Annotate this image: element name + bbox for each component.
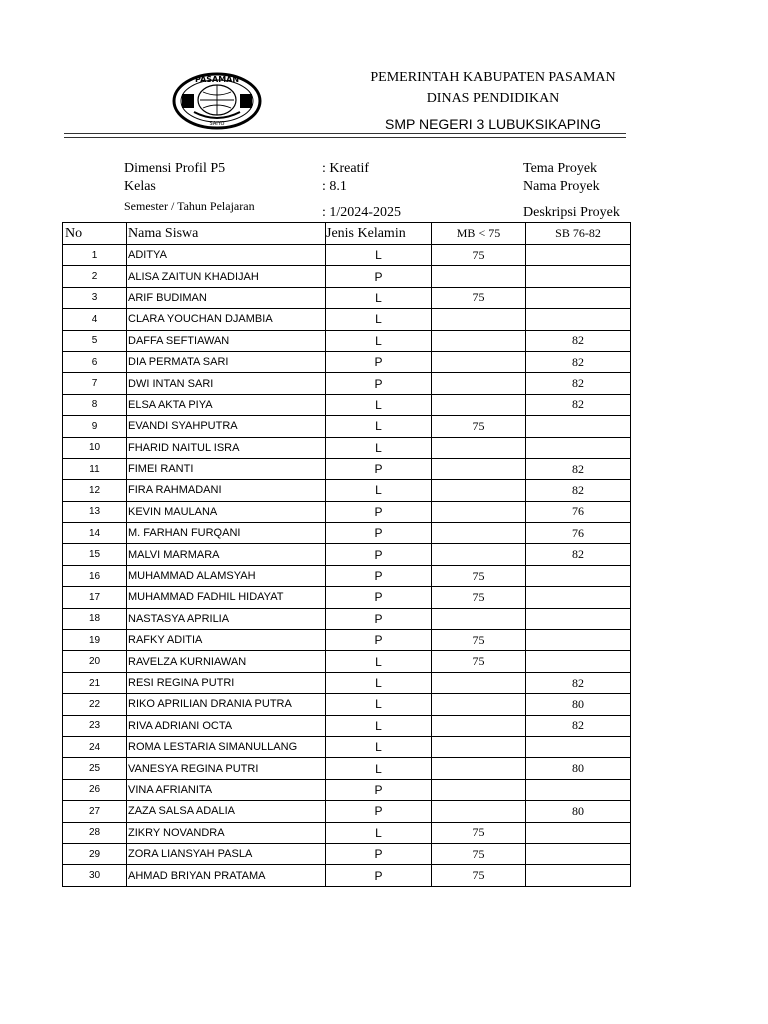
jenis-kelamin: P — [326, 565, 432, 586]
student-name: RIKO APRILIAN DRANIA PUTRA — [127, 694, 326, 715]
row-no: 23 — [63, 715, 127, 736]
sb-score — [526, 565, 631, 586]
table-row — [63, 715, 631, 736]
header-mb: MB < 75 — [432, 223, 526, 245]
table-row — [63, 865, 631, 886]
row-no: 5 — [63, 330, 127, 351]
mb-score — [432, 608, 526, 629]
row-no: 7 — [63, 373, 127, 394]
sb-score: 80 — [526, 758, 631, 779]
jenis-kelamin: P — [326, 523, 432, 544]
mb-score — [432, 544, 526, 565]
gov-line-2: DINAS PENDIDIKAN — [426, 91, 560, 106]
table-row — [63, 651, 631, 672]
mb-score — [432, 480, 526, 501]
jenis-kelamin: L — [326, 822, 432, 843]
sb-score — [526, 245, 631, 266]
row-no: 21 — [63, 672, 127, 693]
table-row — [63, 822, 631, 843]
student-name: MUHAMMAD ALAMSYAH — [127, 565, 326, 586]
jenis-kelamin: L — [326, 480, 432, 501]
row-no: 3 — [63, 287, 127, 308]
sb-score: 82 — [526, 480, 631, 501]
student-name: MUHAMMAD FADHIL HIDAYAT — [127, 587, 326, 608]
mb-score — [432, 373, 526, 394]
row-no: 9 — [63, 416, 127, 437]
mb-score: 75 — [432, 587, 526, 608]
sb-score: 82 — [526, 458, 631, 479]
mb-score — [432, 351, 526, 372]
table-row — [63, 544, 631, 565]
sb-score — [526, 651, 631, 672]
sb-score — [526, 416, 631, 437]
row-no: 24 — [63, 736, 127, 757]
student-name: DIA PERMATA SARI — [127, 351, 326, 372]
mb-score: 75 — [432, 651, 526, 672]
jenis-kelamin: L — [326, 672, 432, 693]
student-name: RAVELZA KURNIAWAN — [127, 651, 326, 672]
table-row — [63, 565, 631, 586]
row-no: 18 — [63, 608, 127, 629]
jenis-kelamin: L — [326, 416, 432, 437]
student-table — [62, 222, 631, 887]
table-row — [63, 501, 631, 522]
jenis-kelamin: P — [326, 266, 432, 287]
student-name: RIVA ADRIANI OCTA — [127, 715, 326, 736]
kelas-value: : 8.1 — [322, 179, 347, 194]
table-row — [63, 458, 631, 479]
sb-score: 76 — [526, 523, 631, 544]
jenis-kelamin: P — [326, 544, 432, 565]
semester-label: Semester / Tahun Pelajaran — [124, 199, 255, 213]
mb-score — [432, 694, 526, 715]
student-name: NASTASYA APRILIA — [127, 608, 326, 629]
sb-score — [526, 587, 631, 608]
sb-score: 80 — [526, 801, 631, 822]
row-no: 2 — [63, 266, 127, 287]
jenis-kelamin: L — [326, 694, 432, 715]
row-no: 22 — [63, 694, 127, 715]
row-no: 28 — [63, 822, 127, 843]
mb-score — [432, 458, 526, 479]
student-name: DAFFA SEFTIAWAN — [127, 330, 326, 351]
table-row — [63, 736, 631, 757]
row-no: 15 — [63, 544, 127, 565]
header-sb: SB 76-82 — [526, 223, 631, 245]
table-row — [63, 309, 631, 330]
jenis-kelamin: P — [326, 779, 432, 800]
mb-score — [432, 801, 526, 822]
sb-score — [526, 437, 631, 458]
jenis-kelamin: L — [326, 736, 432, 757]
dimensi-value: : Kreatif — [322, 161, 370, 176]
mb-score: 75 — [432, 565, 526, 586]
student-name: ADITYA — [127, 245, 326, 266]
table-row — [63, 801, 631, 822]
logo-text-top: PASAMAN — [194, 75, 240, 84]
row-no: 10 — [63, 437, 127, 458]
row-no: 6 — [63, 351, 127, 372]
dimensi-label: Dimensi Profil P5 — [124, 161, 226, 176]
student-name: CLARA YOUCHAN DJAMBIA — [127, 309, 326, 330]
school-name: SMP NEGERI 3 LUBUKSIKAPING — [384, 116, 602, 132]
tema-label: Tema Proyek — [523, 161, 598, 176]
row-no: 20 — [63, 651, 127, 672]
jenis-kelamin: L — [326, 245, 432, 266]
sb-score — [526, 843, 631, 864]
sb-score — [526, 287, 631, 308]
mb-score: 75 — [432, 245, 526, 266]
student-name: EVANDI SYAHPUTRA — [127, 416, 326, 437]
mb-score — [432, 523, 526, 544]
student-name: ARIF BUDIMAN — [127, 287, 326, 308]
student-name: RAFKY ADITIA — [127, 630, 326, 651]
row-no: 14 — [63, 523, 127, 544]
student-name: AHMAD BRIYAN PRATAMA — [127, 865, 326, 886]
student-name: ELSA AKTA PIYA — [127, 394, 326, 415]
table-row — [63, 587, 631, 608]
mb-score — [432, 736, 526, 757]
row-no: 25 — [63, 758, 127, 779]
mb-score: 75 — [432, 843, 526, 864]
sb-score — [526, 736, 631, 757]
mb-score — [432, 779, 526, 800]
student-name: VANESYA REGINA PUTRI — [127, 758, 326, 779]
sb-score: 82 — [526, 715, 631, 736]
student-name: RESI REGINA PUTRI — [127, 672, 326, 693]
semester-value: : 1/2024-2025 — [322, 205, 401, 220]
sb-score — [526, 865, 631, 886]
row-no: 16 — [63, 565, 127, 586]
row-no: 4 — [63, 309, 127, 330]
jenis-kelamin: P — [326, 351, 432, 372]
table-row — [63, 672, 631, 693]
sb-score — [526, 309, 631, 330]
header-no: No — [63, 223, 127, 245]
jenis-kelamin: P — [326, 587, 432, 608]
sb-score: 82 — [526, 544, 631, 565]
student-name: MALVI MARMARA — [127, 544, 326, 565]
mb-score: 75 — [432, 416, 526, 437]
mb-score: 75 — [432, 865, 526, 886]
jenis-kelamin: P — [326, 458, 432, 479]
mb-score — [432, 309, 526, 330]
student-name: FIMEI RANTI — [127, 458, 326, 479]
table-row — [63, 608, 631, 629]
nama-proyek-label: Nama Proyek — [523, 179, 600, 194]
jenis-kelamin: L — [326, 287, 432, 308]
sb-score — [526, 266, 631, 287]
header-divider — [64, 133, 626, 134]
jenis-kelamin: L — [326, 437, 432, 458]
mb-score — [432, 501, 526, 522]
header-jenis-kelamin: Jenis Kelamin — [326, 223, 432, 245]
jenis-kelamin: L — [326, 394, 432, 415]
row-no: 12 — [63, 480, 127, 501]
sb-score — [526, 630, 631, 651]
mb-score — [432, 437, 526, 458]
mb-score: 75 — [432, 287, 526, 308]
table-row — [63, 480, 631, 501]
sb-score: 82 — [526, 351, 631, 372]
student-name: FHARID NAITUL ISRA — [127, 437, 326, 458]
mb-score: 75 — [432, 822, 526, 843]
table-row — [63, 373, 631, 394]
sb-score: 80 — [526, 694, 631, 715]
sb-score: 82 — [526, 672, 631, 693]
jenis-kelamin: P — [326, 865, 432, 886]
jenis-kelamin: P — [326, 608, 432, 629]
pasaman-emblem-icon — [172, 70, 262, 130]
table-row — [63, 351, 631, 372]
table-row — [63, 330, 631, 351]
table-row — [63, 758, 631, 779]
mb-score — [432, 266, 526, 287]
student-name: M. FARHAN FURQANI — [127, 523, 326, 544]
gov-line-1: PEMERINTAH KABUPATEN PASAMAN — [370, 70, 616, 85]
mb-score — [432, 672, 526, 693]
sb-score — [526, 822, 631, 843]
jenis-kelamin: L — [326, 758, 432, 779]
row-no: 27 — [63, 801, 127, 822]
deskripsi-label: Deskripsi Proyek — [523, 205, 620, 220]
table-row — [63, 779, 631, 800]
mb-score — [432, 715, 526, 736]
student-name: ZORA LIANSYAH PASLA — [127, 843, 326, 864]
student-name: VINA AFRIANITA — [127, 779, 326, 800]
mb-score — [432, 758, 526, 779]
row-no: 19 — [63, 630, 127, 651]
mb-score — [432, 330, 526, 351]
mb-score — [432, 394, 526, 415]
mb-score: 75 — [432, 630, 526, 651]
sb-score: 82 — [526, 373, 631, 394]
student-name: FIRA RAHMADANI — [127, 480, 326, 501]
jenis-kelamin: P — [326, 843, 432, 864]
sb-score — [526, 779, 631, 800]
logo-text-bottom: SAIYO — [209, 121, 225, 127]
table-row — [63, 694, 631, 715]
sb-score: 76 — [526, 501, 631, 522]
student-name: ROMA LESTARIA SIMANULLANG — [127, 736, 326, 757]
row-no: 1 — [63, 245, 127, 266]
table-header-row — [63, 223, 631, 245]
row-no: 8 — [63, 394, 127, 415]
sb-score: 82 — [526, 330, 631, 351]
student-name: ZIKRY NOVANDRA — [127, 822, 326, 843]
table-row — [63, 437, 631, 458]
header-nama-siswa: Nama Siswa — [127, 223, 326, 245]
table-row — [63, 523, 631, 544]
jenis-kelamin: P — [326, 630, 432, 651]
sb-score — [526, 608, 631, 629]
row-no: 13 — [63, 501, 127, 522]
row-no: 17 — [63, 587, 127, 608]
table-row — [63, 245, 631, 266]
table-row — [63, 266, 631, 287]
kelas-label: Kelas — [124, 179, 156, 194]
table-row — [63, 843, 631, 864]
row-no: 26 — [63, 779, 127, 800]
table-row — [63, 630, 631, 651]
student-name: ZAZA SALSA ADALIA — [127, 801, 326, 822]
row-no: 11 — [63, 458, 127, 479]
table-row — [63, 394, 631, 415]
row-no: 29 — [63, 843, 127, 864]
jenis-kelamin: P — [326, 801, 432, 822]
table-row — [63, 416, 631, 437]
jenis-kelamin: L — [326, 715, 432, 736]
row-no: 30 — [63, 865, 127, 886]
jenis-kelamin: L — [326, 330, 432, 351]
student-name: KEVIN MAULANA — [127, 501, 326, 522]
table-row — [63, 287, 631, 308]
table-body — [63, 245, 631, 887]
jenis-kelamin: P — [326, 373, 432, 394]
student-name: ALISA ZAITUN KHADIJAH — [127, 266, 326, 287]
jenis-kelamin: L — [326, 309, 432, 330]
jenis-kelamin: L — [326, 651, 432, 672]
jenis-kelamin: P — [326, 501, 432, 522]
sb-score: 82 — [526, 394, 631, 415]
student-name: DWI INTAN SARI — [127, 373, 326, 394]
header-divider-thin — [64, 137, 626, 138]
